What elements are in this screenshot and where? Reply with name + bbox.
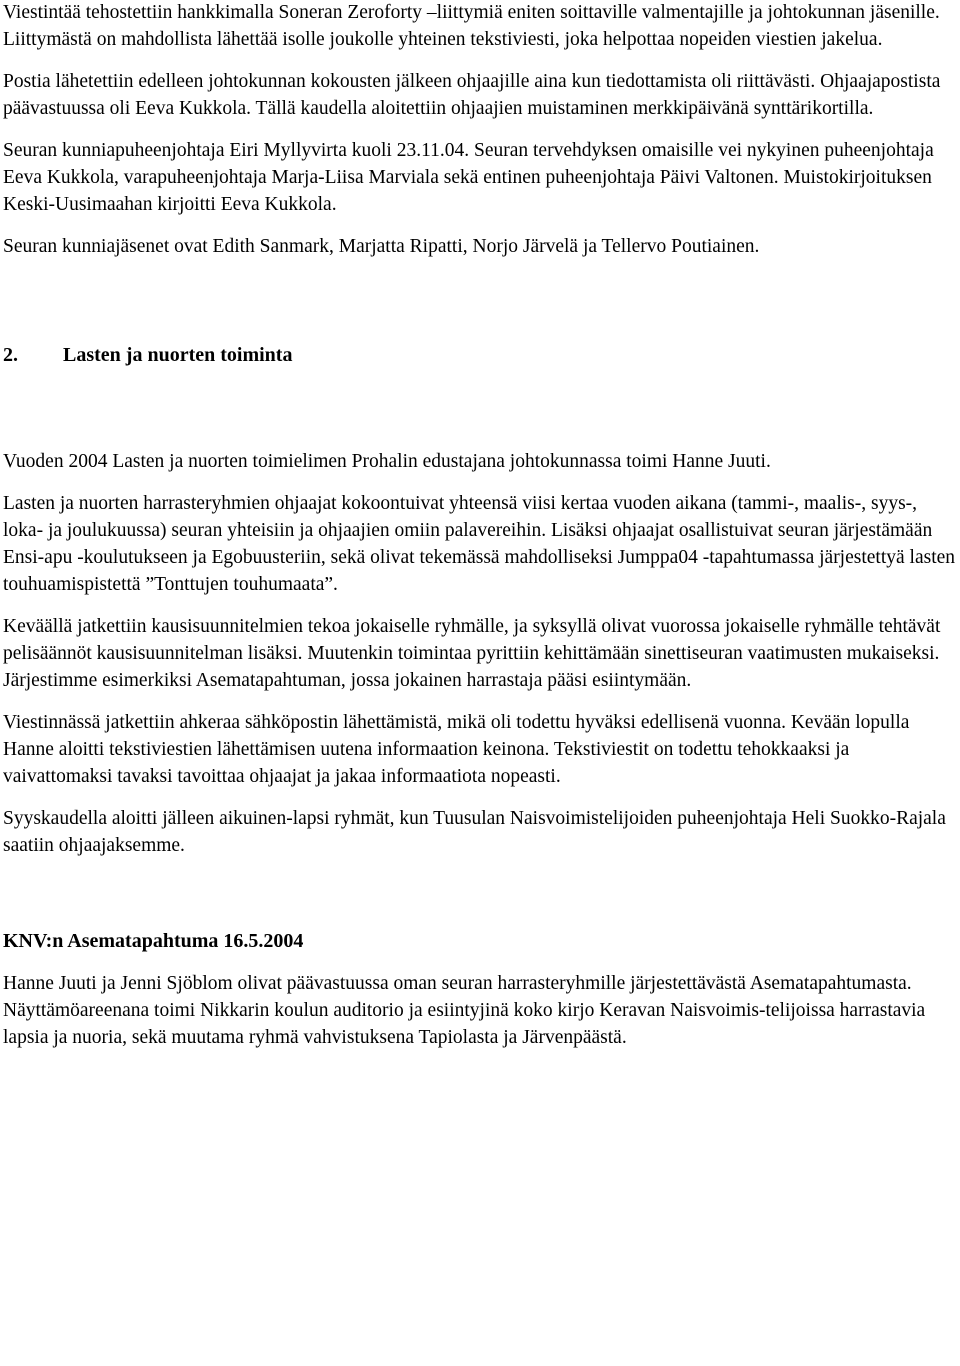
section-number: 2. <box>3 344 18 366</box>
document-page <box>3 0 955 1051</box>
section-title: Lasten ja nuorten toiminta <box>63 344 293 366</box>
paragraph-instructors: Lasten ja nuorten harrasteryhmien ohjaajat kokoontuivat yhteensä viisi kertaa vuoden aikana (tammi-, maalis-, syys-, loka- ja joulukuussa) seuran yhteisiin ja ohjaajien omiin palavereihin. Lisäksi ohjaajat osallistuivat seuran järjestämään Ensi-apu -koulutukseen ja Egobuusteriin, sekä olivat tekemässä mahdolliseksi Jumppa04 -tapahtumassa järjestettyä lasten touhuamispistettä ”Tonttujen touhumaata”. <box>3 493 956 595</box>
paragraph-messaging: Viestinnässä jatkettiin ahkeraa sähköpostin lähettämistä, mikä oli todettu hyväksi edellisenä vuonna. Kevään lopulla Hanne aloitti tekstiviestien lähettämisen uutena informaation keinona. Tekstiviestit on todettu tehokkaaksi ja vaivattomaksi tavaksi tavoittaa ohjaajat ja jakaa informaatiota nopeasti. <box>3 712 910 787</box>
paragraph-honorary-chair: Seuran kunniapuheenjohtaja Eiri Myllyvirta kuoli 23.11.04. Seuran tervehdyksen omaisille vei nykyinen puheenjohtaja Eeva Kukkola, varapuheenjohtaja Marja-Liisa Marviala sekä entinen puheenjohtaja Päivi Valtonen. Muistokirjoituksen Keski-Uusimaahan kirjoitti Eeva Kukkola. <box>3 140 934 215</box>
section-heading <box>3 342 955 369</box>
paragraph-mail: Postia lähetettiin edelleen johtokunnan kokousten jälkeen ohjaajille aina kun tiedottamista oli riittävästi. Ohjaajapostista päävastuussa oli Eeva Kukkola. Tällä kaudella aloitettiin ohjaajien muistaminen merkkipäivänä synttärikortilla. <box>3 71 941 119</box>
paragraph-honorary-members: Seuran kunniajäsenet ovat Edith Sanmark, Marjatta Ripatti, Norjo Järvelä ja Tellervo Poutiainen. <box>3 236 760 257</box>
paragraph-communication: Viestintää tehostettiin hankkimalla Soneran Zeroforty –liittymiä eniten soittaville valmentajille ja johtokunnan jäsenille. Liittymästä on mahdollista lähettää isolle joukolle yhteinen tekstiviesti, joka helpottaa nopeiden viestien jakelua. <box>3 2 940 50</box>
paragraph-autumn-groups: Syyskaudella aloitti jälleen aikuinen-lapsi ryhmät, kun Tuusulan Naisvoimistelijoiden puheenjohtaja Heli Suokko-Rajala saatiin ohjaajaksemme. <box>3 808 946 856</box>
paragraph-station-event: Hanne Juuti ja Jenni Sjöblom olivat päävastuussa oman seuran harrasteryhmille järjestettävästä Asematapahtumasta. Näyttämöareenana toimi Nikkarin koulun auditorio ja esiintyjinä koko kirjo Keravan Naisvoimis-telijoissa harrastavia lapsia ja nuoria, sekä muutama ryhmä vahvistuksena Tapiolasta ja Järvenpäästä. <box>3 973 926 1048</box>
event-heading: KNV:n Asematapahtuma 16.5.2004 <box>3 930 304 952</box>
paragraph-season-plans: Keväällä jatkettiin kausisuunnitelmien tekoa jokaiselle ryhmälle, ja syksyllä olivat vuorossa jokaiselle ryhmälle tehtävät pelisäännöt kausisuunnitelman lisäksi. Muutenkin toimintaa pyrittiin kehittämään sinettiseuran vaatimusten mukaiseksi. Järjestimme esimerkiksi Asematapahtuman, jossa jokainen harrastaja pääsi esiintymään. <box>3 616 941 691</box>
paragraph-representative: Vuoden 2004 Lasten ja nuorten toimielimen Prohalin edustajana johtokunnassa toimi Hanne Juuti. <box>3 451 771 472</box>
